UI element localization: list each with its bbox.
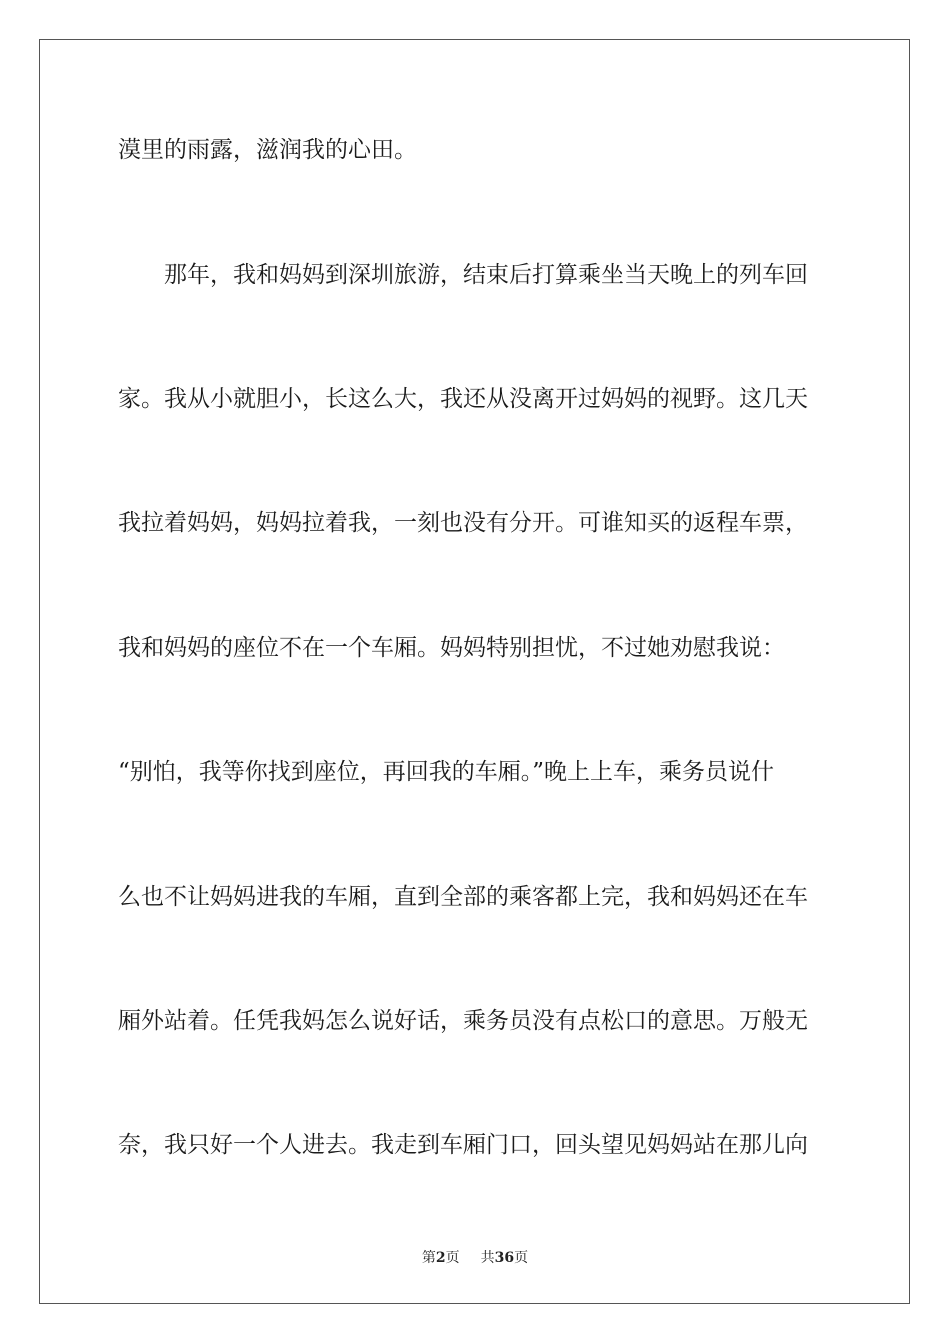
text-line: 那年，我和妈妈到深圳旅游，结束后打算乘坐当天晚上的列车回 <box>118 262 808 288</box>
page-footer <box>0 1249 950 1267</box>
total-pages: 36 <box>494 1250 515 1266</box>
page-suffix: 页 <box>445 1250 460 1266</box>
text-line: 漠里的雨露，滋润我的心田。 <box>118 137 417 163</box>
total-prefix: 共 <box>480 1250 495 1266</box>
text-line: 我和妈妈的座位不在一个车厢。妈妈特别担忧，不过她劝慰我说： <box>118 635 785 661</box>
total-pages-label <box>481 1250 528 1266</box>
text-line: 奈，我只好一个人进去。我走到车厢门口，回头望见妈妈站在那儿向 <box>118 1132 808 1158</box>
text-line: 我拉着妈妈，妈妈拉着我，一刻也没有分开。可谁知买的返程车票， <box>118 510 808 536</box>
text-line: 么也不让妈妈进我的车厢，直到全部的乘客都上完，我和妈妈还在车 <box>118 884 808 910</box>
text-line: 家。我从小就胆小，长这么大，我还从没离开过妈妈的视野。这几天 <box>118 386 808 412</box>
total-suffix: 页 <box>514 1250 529 1266</box>
text-line: “别怕，我等你找到座位，再回我的车厢。”晚上上车，乘务员说什 <box>118 759 775 785</box>
page-border <box>39 39 910 1304</box>
page-label <box>422 1250 464 1266</box>
text-line: 厢外站着。任凭我妈怎么说好话，乘务员没有点松口的意思。万般无 <box>118 1008 808 1034</box>
page-prefix: 第 <box>421 1250 436 1266</box>
page-number: 2 <box>435 1250 446 1266</box>
